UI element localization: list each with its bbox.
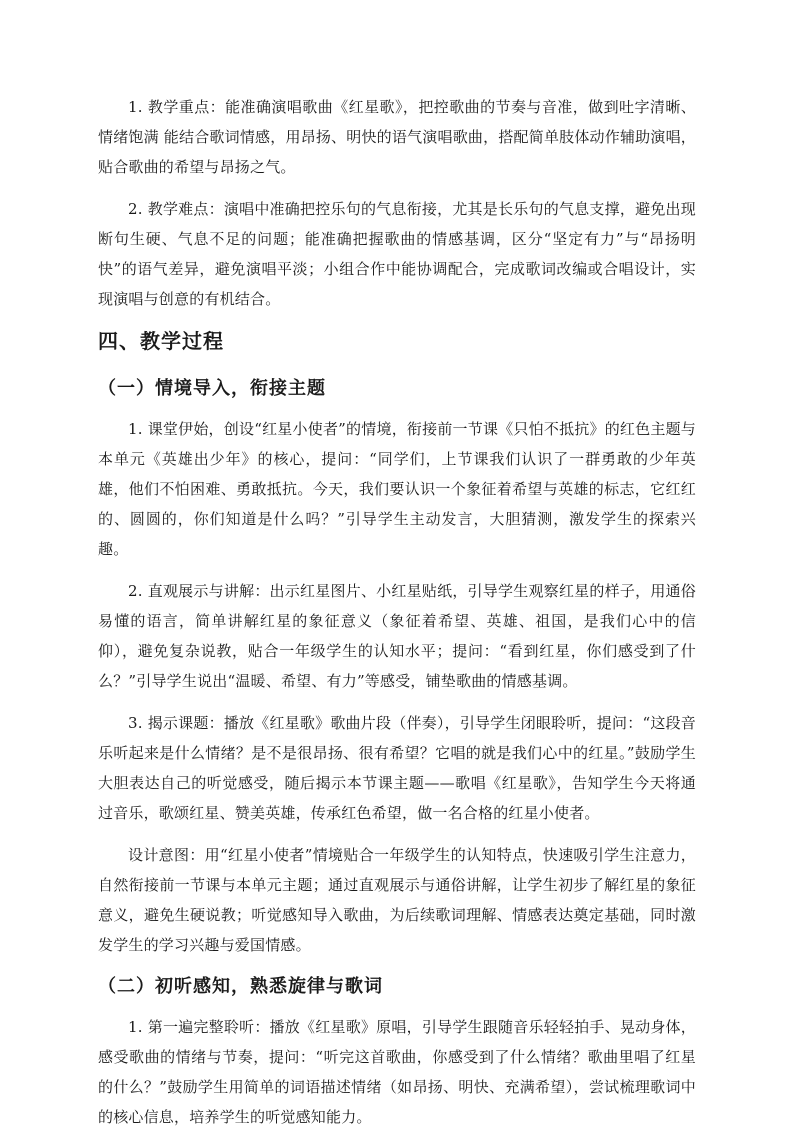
paragraph-design-intent: 设计意图：用“红星小使者”情境贴合一年级学生的认知特点，快速吸引学生注意力，自然衔接前一节课与本单元主题；通过直观展示与通俗讲解，让学生初步了解红星的象征意义，避免生硬说教；听觉感知导入歌曲，为后续歌词理解、情感表达奠定基础，同时激发学生的学习兴趣与爱国情感。 — [98, 846, 696, 954]
paragraph-first-listening-step-1: 1. 第一遍完整聆听：播放《红星歌》原唱，引导学生跟随音乐轻轻拍手、晃动身体，感受歌曲的情绪与节奏，提问：“听完这首歌曲，你感受到了什么情绪？歌曲里唱了红星的什么？”鼓励学生用简单的词语描述情绪（如昂扬、明快、充满希望），尝试梳理歌词中的核心信息，培养学生的听觉感知能力。 — [98, 1018, 696, 1126]
paragraph-introduction-step-2: 2. 直观展示与讲解：出示红星图片、小红星贴纸，引导学生观察红星的样子，用通俗易懂的语言，简单讲解红星的象征意义（象征着希望、英雄、祖国，是我们心中的信仰），避免复杂说教，贴合一年级学生的认知水平；提问：“看到红星，你们感受到了什么？”引导学生说出“温暖、希望、有力”等感受，铺垫歌曲的情感基调。 — [98, 582, 696, 690]
paragraph-teaching-difficulty: 2. 教学难点：演唱中准确把控乐句的气息衔接，尤其是长乐句的气息支撑，避免出现断句生硬、气息不足的问题；能准确把握歌曲的情感基调，区分“坚定有力”与“昂扬明快”的语气差异，避免演唱平淡；小组合作中能协调配合，完成歌词改编或合唱设计，实现演唱与创意的有机结合。 — [98, 200, 696, 308]
subsection-heading-first-listening: （二）初听感知，熟悉旋律与歌词 — [98, 976, 383, 997]
paragraph-teaching-focus: 1. 教学重点：能准确演唱歌曲《红星歌》，把控歌曲的节奏与音准，做到吐字清晰、情绪饱满 能结合歌词情感，用昂扬、明快的语气演唱歌曲，搭配简单肢体动作辅助演唱，贴合歌曲的希望与昂扬之气。 — [98, 98, 696, 176]
subsection-heading-introduction: （一）情境导入，衔接主题 — [98, 378, 326, 399]
paragraph-introduction-step-3: 3. 揭示课题：播放《红星歌》歌曲片段（伴奏），引导学生闭眼聆听，提问：“这段音乐听起来是什么情绪？是不是很昂扬、很有希望？它唱的就是我们心中的红星。”鼓励学生大胆表达自己的听觉感受，随后揭示本节课主题——歌唱《红星歌》，告知学生今天将通过音乐，歌颂红星、赞美英雄，传承红色希望，做一名合格的红星小使者。 — [98, 714, 696, 822]
section-heading-teaching-process: 四、教学过程 — [98, 329, 224, 353]
paragraph-introduction-step-1: 1. 课堂伊始，创设“红星小使者”的情境，衔接前一节课《只怕不抵抗》的红色主题与本单元《英雄出少年》的核心，提问：“同学们，上节课我们认识了一群勇敢的少年英雄，他们不怕困难、勇敢抵抗。今天，我们要认识一个象征着希望与英雄的标志，它红红的、圆圆的，你们知道是什么吗？”引导学生主动发言，大胆猜测，激发学生的探索兴趣。 — [98, 420, 696, 558]
document-body — [98, 92, 696, 1144]
